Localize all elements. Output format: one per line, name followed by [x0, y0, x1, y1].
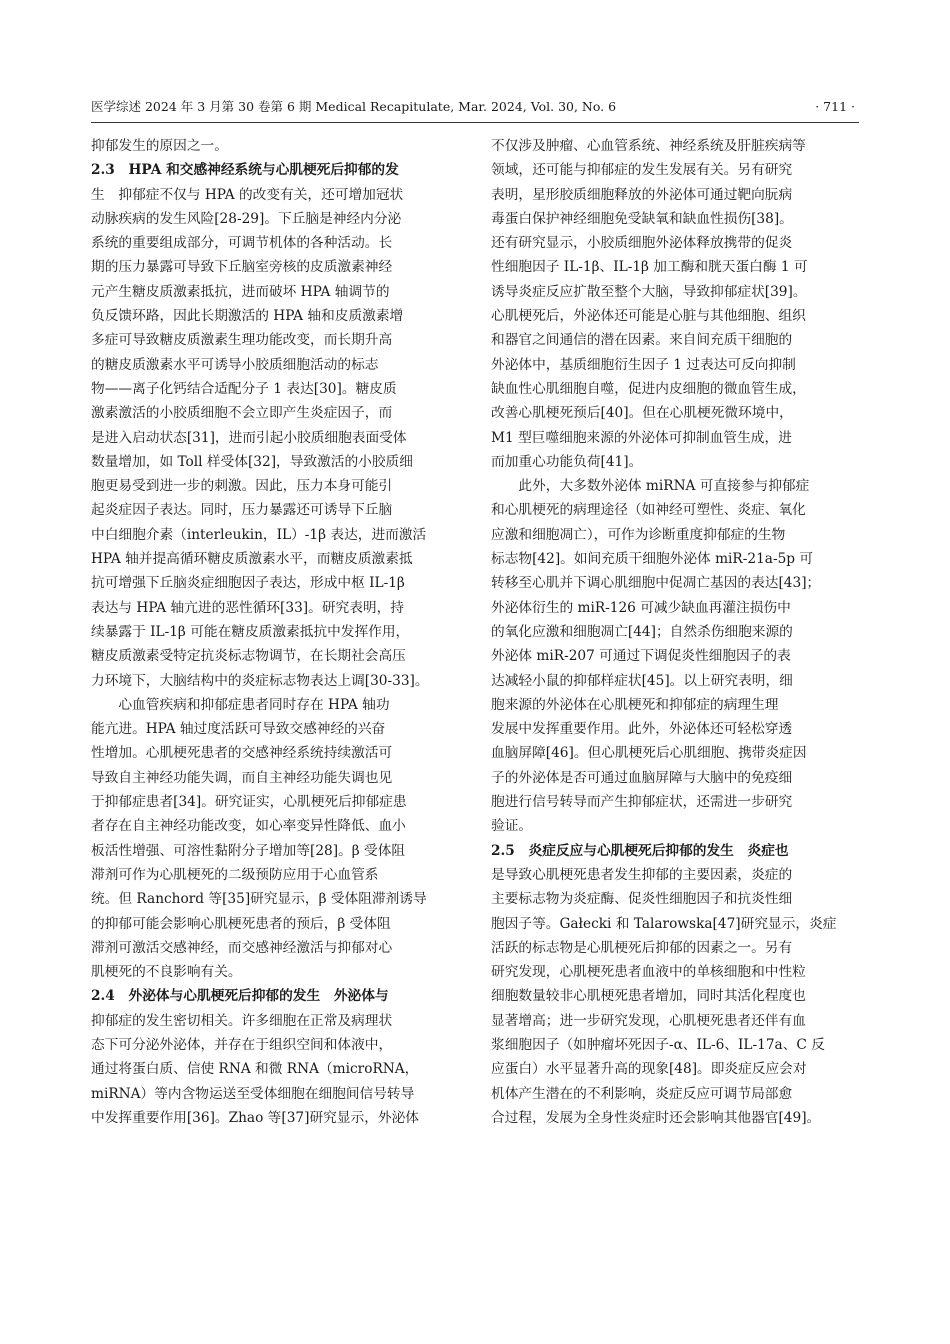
text-line: 是导致心肌梗死患者发生抑郁的主要因素，炎症的: [491, 866, 793, 883]
text-line: 此外，大多数外泌体 miRNA 可直接参与抑郁症: [491, 478, 810, 495]
text-line: 的氧化应激和细胞凋亡[44]；自然杀伤细胞来源的: [491, 623, 793, 640]
text-line: 续暴露于 IL-1β 可能在糖皮质激素抵抗中发挥作用，: [91, 623, 410, 640]
text-line: 而加重心功能负荷[41]。: [491, 453, 643, 470]
text-line: 心血管疾病和抑郁症患者同时存在 HPA 轴功: [91, 696, 390, 713]
text-line: 的抑郁可能会影响心肌梗死患者的预后，β 受体阻: [91, 915, 391, 932]
text-line: 和器官之间通信的潜在因素。来自间充质干细胞的: [491, 332, 793, 349]
text-line: 2.4 外泌体与心肌梗死后抑郁的发生 外泌体与: [91, 988, 389, 1005]
text-line: 胞因子等。Gałecki 和 Talarowska[47]研究显示，炎症: [491, 915, 837, 932]
text-line: 心肌梗死后，外泌体还可能是心脏与其他细胞、组织: [491, 308, 806, 325]
text-line: 2.3 HPA 和交感神经系统与心肌梗死后抑郁的发: [91, 162, 399, 179]
text-line: 多症可导致糖皮质激素生理功能改变，而长期升高: [91, 332, 393, 349]
text-line: 抑郁症的发生密切相关。许多细胞在正常及病理状: [91, 1012, 393, 1029]
text-line: 表明，星形胶质细胞释放的外泌体可通过靶向朊病: [491, 186, 793, 203]
text-line: 是进入启动状态[31]，进而引起小胶质细胞表面受体: [91, 429, 407, 446]
text-line: 不仅涉及肿瘤、心血管系统、神经系统及肝脏疾病等: [491, 138, 806, 154]
text-line: 浆细胞因子（如肿瘤坏死因子-α、IL-6、IL-17a、C 反: [491, 1036, 825, 1053]
text-line: 系统的重要组成部分，可调节机体的各种活动。长: [91, 235, 393, 252]
text-line: 者存在自主神经功能改变，如心率变异性降低、血小: [91, 818, 406, 835]
running-header: [91, 96, 859, 123]
text-line: 诱导炎症反应扩散至整个大脑，导致抑郁症状[39]。: [491, 283, 807, 300]
text-line: 细胞数量较非心肌梗死患者增加，同时其活化程度也: [491, 988, 806, 1005]
text-line: 负反馈环路，因此长期激活的 HPA 轴和皮质激素增: [91, 308, 404, 325]
text-line: 性增加。心肌梗死患者的交感神经系统持续激活可: [91, 745, 393, 762]
text-line: 毒蛋白保护神经细胞免受缺氧和缺血性损伤[38]。: [491, 210, 793, 227]
text-line: 物——离子化钙结合适配分子 1 表达[30]。糖皮质: [91, 380, 397, 397]
left-column: [91, 134, 459, 1130]
text-line: 抗可增强下丘脑炎症细胞因子表达，形成中枢 IL-1β: [91, 575, 405, 592]
text-line: 显著增高；进一步研究发现，心肌梗死患者还伴有血: [491, 1012, 806, 1029]
text-line: miRNA）等内含物运送至受体细胞在细胞间信号转导: [91, 1085, 415, 1102]
text-line: 2.5 炎症反应与心肌梗死后抑郁的发生 炎症也: [491, 842, 789, 859]
text-line: 发展中发挥重要作用。此外，外泌体还可轻松穿透: [491, 721, 793, 738]
text-line: 胞进行信号转导而产生抑郁症状，还需进一步研究: [491, 794, 793, 811]
text-line: 板活性增强、可溶性黏附分子增加等[28]。β 受体阻: [91, 842, 406, 859]
text-line: 通过将蛋白质、信使 RNA 和微 RNA（microRNA，: [91, 1061, 419, 1078]
text-line: HPA 轴并提高循环糖皮质激素水平，而糖皮质激素抵: [91, 551, 413, 568]
text-line: 胞更易受到进一步的刺激。因此，压力本身可能引: [91, 478, 393, 495]
text-line: 应蛋白）水平显著升高的现象[48]。即炎症反应会对: [491, 1061, 807, 1078]
text-line: 胞来源的外泌体在心肌梗死和抑郁症的病理生理: [491, 696, 779, 713]
text-line: 表达与 HPA 轴亢进的恶性循环[33]。研究表明，持: [91, 599, 404, 616]
text-line: 主要标志物为炎症酶、促炎性细胞因子和抗炎性细: [491, 891, 793, 908]
text-line: 子的外泌体是否可通过血脑屏障与大脑中的免疫细: [491, 769, 793, 786]
text-line: 中白细胞介素（interleukin，IL）-1β 表达，进而激活: [91, 526, 427, 543]
text-line: 力环境下，大脑结构中的炎症标志物表达上调[30-33]。: [91, 672, 429, 689]
text-line: 中发挥重要作用[36]。Zhao 等[37]研究显示，外泌体: [91, 1109, 419, 1126]
text-line: 数量增加，如 Toll 样受体[32]，导致激活的小胶质细: [91, 453, 413, 470]
text-line: 应激和细胞凋亡），可作为诊断重度抑郁症的生物: [491, 526, 786, 543]
text-line: 糖皮质激素受特定抗炎标志物调节，在长期社会高压: [91, 648, 406, 665]
text-line: 态下可分泌外泌体，并存在于组织空间和体液中，: [91, 1036, 393, 1053]
text-line: 性细胞因子 IL-1β、IL-1β 加工酶和胱天蛋白酶 1 可: [491, 259, 808, 276]
text-line: 导致自主神经功能失调，而自主神经功能失调也见: [91, 769, 393, 786]
text-line: 能亢进。HPA 轴过度活跃可导致交感神经的兴奋: [91, 721, 386, 738]
text-line: 改善心肌梗死预后[40]。但在心肌梗死微环境中，: [491, 405, 793, 422]
page-number: · 711 ·: [815, 99, 855, 114]
text-line: 的糖皮质激素水平可诱导小胶质细胞活动的标志: [91, 356, 379, 373]
text-line: 激素激活的小胶质细胞不会立即产生炎症因子，而: [91, 405, 393, 422]
text-line: 滞剂可作为心肌梗死的二级预防应用于心血管系: [91, 866, 379, 883]
text-line: 动脉疾病的发生风险[28-29]。下丘脑是神经内分泌: [91, 210, 402, 227]
text-line: 活跃的标志物是心肌梗死后抑郁的因素之一。另有: [491, 939, 793, 956]
text-line: 起炎症因子表达。同时，压力暴露还可诱导下丘脑: [91, 502, 393, 519]
text-line: 期的压力暴露可导致下丘脑室旁核的皮质激素神经: [91, 259, 393, 276]
text-line: 还有研究显示，小胶质细胞外泌体释放携带的促炎: [491, 235, 793, 252]
text-line: 统。但 Ranchord 等[35]研究显示，β 受体阻滞剂诱导: [91, 891, 427, 908]
text-line: 标志物[42]。如间充质干细胞外泌体 miR-21a-5p 可: [491, 551, 814, 568]
text-line: 外泌体衍生的 miR-126 可减少缺血再灌注损伤中: [491, 599, 791, 616]
text-line: 外泌体 miR-207 可通过下调促炎性细胞因子的表: [491, 648, 791, 665]
right-column: [491, 134, 859, 1130]
text-line: 验证。: [491, 818, 533, 835]
text-line: 转移至心肌并下调心肌细胞中促凋亡基因的表达[43]；: [491, 575, 821, 592]
text-line: 领域，还可能与抑郁症的发生发展有关。另有研究: [491, 162, 793, 179]
text-line: 达减轻小鼠的抑郁样症状[45]。以上研究表明，细: [491, 672, 793, 689]
journal-info: 医学综述 2024 年 3 月第 30 卷第 6 期 Medical Recapitulate, Mar. 2024, Vol. 30, No. 6: [91, 99, 617, 114]
text-line: 外泌体中，基质细胞衍生因子 1 过表达可反向抑制: [491, 356, 796, 373]
text-line: 缺血性心肌细胞自噬，促进内皮细胞的微血管生成，: [491, 380, 806, 397]
text-line: 研究发现，心肌梗死患者血液中的单核细胞和中性粒: [491, 964, 806, 981]
text-line: 合过程，发展为全身性炎症时还会影响其他器官[49]。: [491, 1109, 821, 1126]
text-line: 于抑郁症患者[34]。研究证实，心肌梗死后抑郁症患: [91, 794, 407, 811]
text-line: 血脑屏障[46]。但心肌梗死后心肌细胞、携带炎症因: [491, 745, 807, 762]
text-line: M1 型巨噬细胞来源的外泌体可抑制血管生成，进: [491, 429, 792, 446]
text-line: 机体产生潜在的不利影响，炎症反应可调节局部愈: [491, 1085, 793, 1102]
text-line: 元产生糖皮质激素抵抗，进而破坏 HPA 轴调节的: [91, 283, 390, 300]
text-line: 滞剂可激活交感神经，而交感神经激活与抑郁对心: [91, 939, 393, 956]
text-line: 肌梗死的不良影响有关。: [91, 964, 242, 981]
text-line: 和心肌梗死的病理途径（如神经可塑性、炎症、氧化: [491, 502, 806, 519]
text-line: 生 抑郁症不仅与 HPA 的改变有关，还可增加冠状: [91, 186, 404, 203]
text-line: 抑郁发生的原因之一。: [91, 138, 228, 154]
